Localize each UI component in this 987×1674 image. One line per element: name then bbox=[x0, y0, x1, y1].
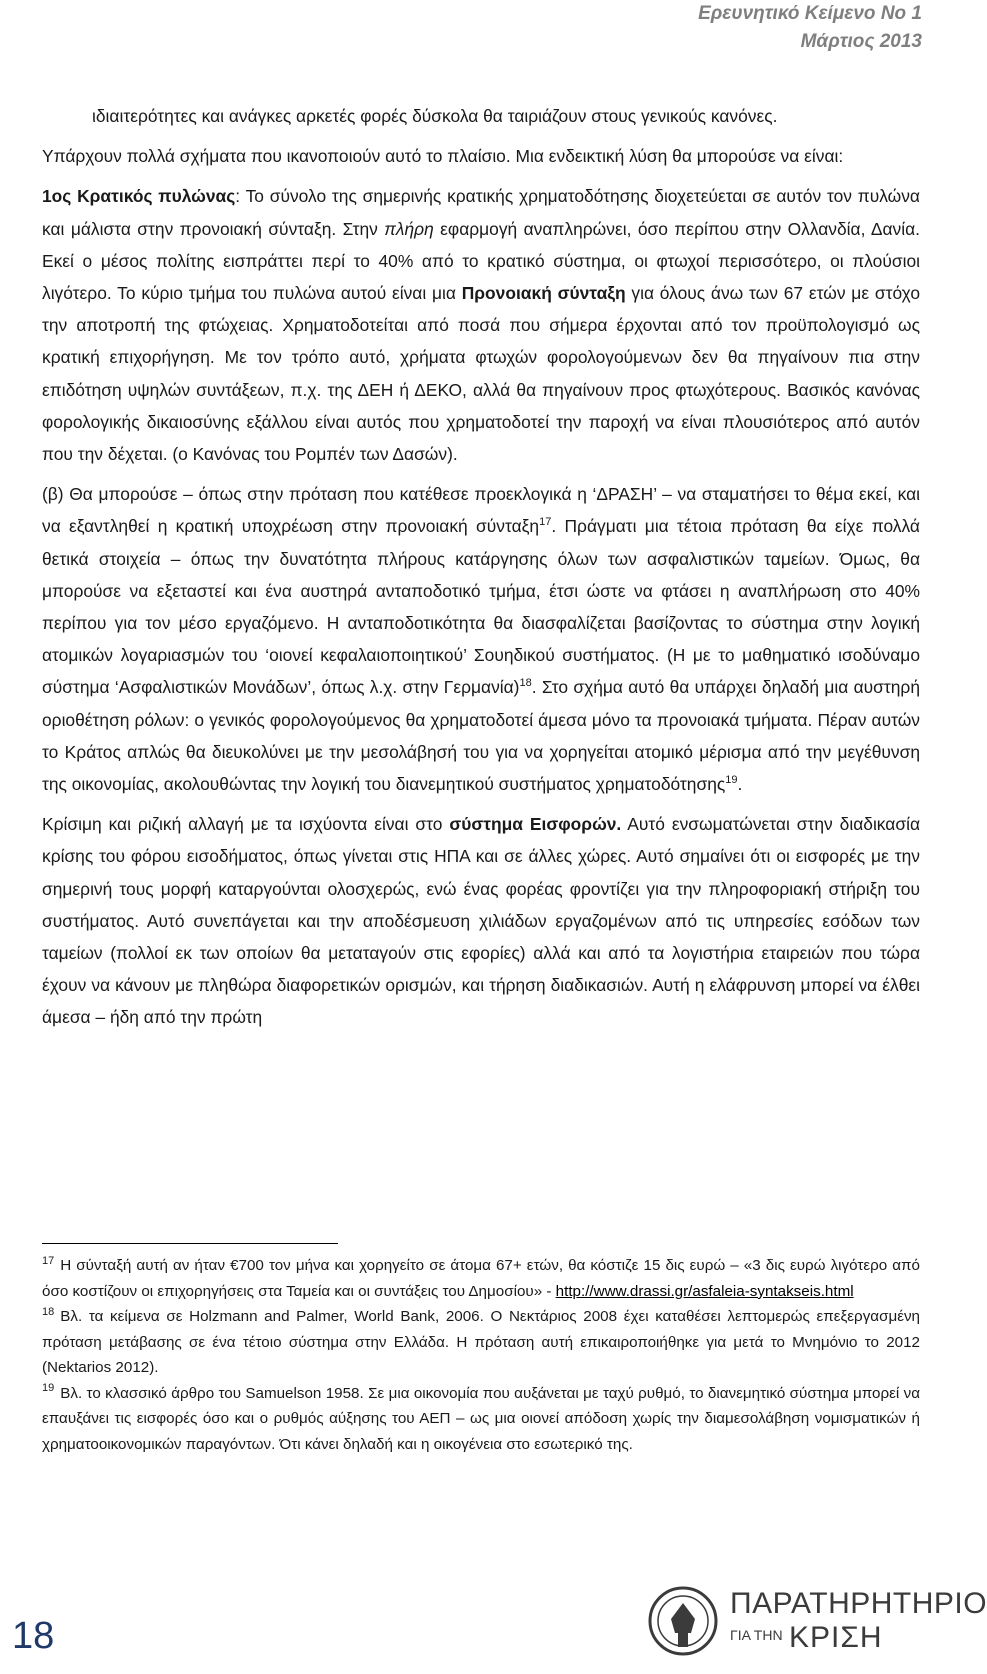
footnote-17 bbox=[42, 1253, 920, 1304]
footnote-19 bbox=[42, 1381, 920, 1458]
footnote-17-text: Η σύνταξή αυτή αν ήταν €700 τον μήνα και χορηγείτο σε άτομα 67+ ετών, θα κόστιζε 15 δις ευρώ – «3 δις ευρώ λιγότερο από όσο κοστίζουν οι επιχορηγήσεις στα Ταμεία και οι συντάξεις του Δημοσίου» - bbox=[42, 1257, 920, 1300]
paragraph-4-text-d: . bbox=[737, 774, 743, 795]
footnote-number: 18 bbox=[42, 1305, 55, 1318]
page-number: 18 bbox=[12, 1615, 55, 1657]
paragraph-5-text-b: Αυτό ενσωματώνεται στην διαδικασία κρίσης του φόρου εισοδήματος, όπως γίνεται στις ΗΠΑ και σε άλλες χώρες. Αυτό σημαίνει ότι οι εισφορές με την σημερινή τους μορφή καταργούνται ολοσχερώς, ενώ ένας φορέας φροντίζει για την πληροφοριακή στήριξη του συστήματος. Αυτό συνεπάγεται και την αποδέσμευση χιλιάδων εργαζομένων από τις υπηρεσίες εσόδων των ταμείων (πολλοί εκ των οποίων θα μεταταγούν στις εφορίες) αλλά και από τα λογιστήρια εταιρειών που τώρα έχουν να κάνουν με πληθώρα διαφορετικών ορισμών, και τήρηση διαδικασιών. Αυτή η ελάφρυνση μπορεί να έλθει άμεσα – ήδη από την πρώτη bbox=[42, 814, 920, 1028]
drassi-link[interactable]: http://www.drassi.gr/asfaleia-syntakseis.html bbox=[555, 1282, 854, 1300]
footnote-number: 17 bbox=[42, 1254, 55, 1267]
paragraph-4-text-b: . Πράγματι μια τέτοια πρόταση θα είχε πολλά θετικά στοιχεία – όπως την δυνατότητα πλήρους κατάργησης όλων των ασφαλιστικών ταμείων. Όμως, θα μπορούσε να εξεταστεί και ένα αυστηρά ανταποδοτικό τμήμα, έτσι ώστε να φτάσει η αναπλήρωση στο 40% περίπου για τον μέσο εργαζόμενο. Η ανταποδοτικότητα θα διασφαλίζεται βασίζοντας το σύστημα στην λογική ατομικών λογαριασμών του ‘οιονεί κεφαλαιοποιητικού’ Σουηδικού συστήματος. (Η με το μαθηματικό ισοδύναμο σύστημα ‘Ασφαλιστικών Μονάδων’, όπως λ.χ. στην Γερμανία) bbox=[42, 516, 920, 698]
logo-mark-icon bbox=[645, 1581, 725, 1663]
logo-title: ΠΑΡΑΤΗΡΗΤΗΡΙΟ bbox=[730, 1587, 987, 1620]
paragraph-3-text-b: εφαρμογή αναπληρώνει, όσο περίπου στην Ολλανδία, Δανία. Εκεί ο μέσος πολίτης εισπράττει περί το 40% από το κρατικό σύστημα, οι φτωχοί περισσότερο, οι πλούσιοι λιγότερο. Το κύριο τμήμα του πυλώνα αυτού είναι μια bbox=[42, 218, 920, 304]
footnotes bbox=[42, 1253, 920, 1457]
paragraph-2: Υπάρχουν πολλά σχήματα που ικανοποιούν αυτό το πλαίσιο. Μια ενδεικτική λύση θα μπορούσε να είναι: bbox=[42, 146, 844, 167]
footnote-separator bbox=[42, 1243, 338, 1244]
footnote-19-text: Βλ. το κλασσικό άρθρο του Samuelson 1958. Σε μια οικονομία που αυξάνεται με ταχύ ρυθμό, το διανεμητικό σύστημα μπορεί να επαυξάνει τις εισφορές όσο και ο ρυθμός αύξησης του ΑΕΠ – ως μια οιονεί απόδοση χωρίς την διαμεσολάβηση νομισματικών ή χρηματοοικονομικών παραγόντων. Ότι κάνει δηλαδή και η οικογένεια στο εσωτερικό της. bbox=[42, 1384, 920, 1453]
paragraph-3-text-c: για όλους άνω των 67 ετών με στόχο την αποτροπή της φτώχειας. Χρηματοδοτείται από ποσά που σήμερα έρχονται από τον προϋπολογισμό ως κρατική επιχορήγηση. Με τον τρόπο αυτό, χρήματα φτωχών φορολογούμενων δεν θα πηγαίνουν πια στην επιδότηση υψηλών συντάξεων, π.χ. της ΔΕΗ ή ΔΕΚΟ, αλλά θα πηγαίνουν προς φτωχότερους. Βασικός κανόνας φορολογικής δικαιοσύνης εξάλλου είναι αυτός που χρηματοδοτεί την παροχή να είναι πλουσιότερος από αυτόν που την δέχεται. (ο Κανόνας του Ρομπέν των Δασών). bbox=[42, 283, 920, 465]
paragraph-4-text-c: . Στο σχήμα αυτό θα υπάρχει δηλαδή μια αυστηρή οριοθέτηση ρόλων: ο γενικός φορολογούμενος θα χρηματοδοτεί άμεσα μόνο τα προνοιακά τμήματα. Πέραν αυτών το Κράτος απλώς θα διευκολύνει με την μεσολάβησή του για να χορηγείται ατομικό μέρισμα από την μεγέθυνση της οικονομίας, ακολουθώντας την λογική του διανεμητικού συστήματος χρηματοδότησης bbox=[42, 677, 920, 795]
emphasis-full: πλήρη bbox=[384, 218, 434, 239]
contributions-system-term: σύστημα Εισφορών. bbox=[449, 814, 622, 835]
footnote-ref-17[interactable]: 17 bbox=[539, 516, 552, 529]
footnote-ref-18[interactable]: 18 bbox=[519, 677, 532, 690]
footnote-18 bbox=[42, 1304, 920, 1381]
paragraph-5 bbox=[42, 808, 920, 1033]
welfare-pension-term: Προνοιακή σύνταξη bbox=[461, 283, 626, 304]
paragraph-4-text-a: (β) Θα μπορούσε – όπως στην πρόταση που κατέθεσε προεκλογικά η ‘ΔΡΑΣΗ’ – να σταματήσει το θέμα εκεί, και να εξαντληθεί η κρατική υποχρέωση στην προνοιακή σύνταξη bbox=[42, 484, 920, 537]
paragraph-4 bbox=[42, 478, 920, 800]
footnote-ref-19[interactable]: 19 bbox=[725, 774, 738, 787]
main-text bbox=[42, 100, 920, 1042]
header-date: Μάρτιος 2013 bbox=[800, 31, 922, 52]
header-title: Ερευνητικό Κείμενο Νο 1 bbox=[698, 3, 922, 24]
paragraph-5-text-a: Κρίσιμη και ριζική αλλαγή με τα ισχύοντα είναι στο bbox=[42, 814, 450, 835]
pillar-heading: 1ος Κρατικός πυλώνας bbox=[42, 186, 236, 207]
running-header bbox=[698, 0, 922, 56]
logo-title-crisis: ΚΡΙΣΗ bbox=[789, 1621, 883, 1654]
paragraph-3-text-a: : Το σύνολο της σημερινής κρατικής χρηματοδότησης διοχετεύεται σε αυτόν τον πυλώνα και μάλιστα στην προνοιακή σύνταξη. Στην bbox=[42, 186, 920, 239]
paragraph-3 bbox=[42, 180, 920, 470]
paragraph-1: ιδιαιτερότητες και ανάγκες αρκετές φορές δύσκολα θα ταιριάζουν στους γενικούς κανόνες. bbox=[92, 106, 778, 126]
logo-subtitle-small: ΓΙΑ ΤΗΝ bbox=[730, 1627, 783, 1643]
observatory-logo bbox=[645, 1581, 987, 1666]
footnote-18-text: Βλ. τα κείμενα σε Holzmann and Palmer, World Bank, 2006. Ο Νεκτάριος 2008 έχει καταθέσει λεπτομερώς επεξεργασμένη πρόταση μετάβασης σε ένα τέτοιο σύστημα στην Ελλάδα. Η πρόταση αυτή επικαιροποιήθηκε για μετά το Μνημόνιο το 2012 (Nektarios 2012). bbox=[42, 1308, 920, 1376]
footnote-number: 19 bbox=[42, 1382, 55, 1395]
